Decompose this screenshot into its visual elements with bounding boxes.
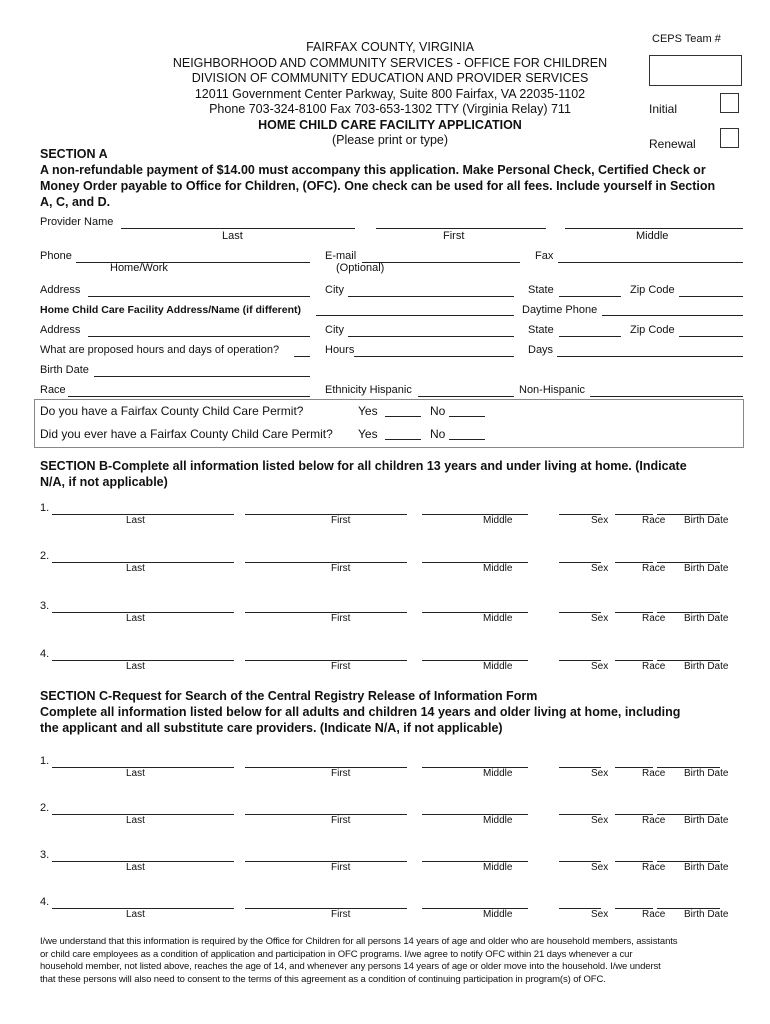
adult-row-number: 1. [40, 755, 50, 767]
facility-zip-label: Zip Code [630, 324, 675, 336]
renewal-checkbox[interactable] [720, 128, 739, 148]
consent-statement [40, 936, 740, 986]
facility-address-field[interactable] [316, 315, 514, 316]
child-middle-caption: Middle [483, 613, 513, 624]
initial-checkbox[interactable] [720, 93, 739, 113]
optional-caption: (Optional) [336, 262, 385, 274]
fax-field[interactable] [558, 262, 743, 263]
adult-race-caption: Race [642, 862, 666, 873]
section-c-heading: SECTION C-Request for Search of the Central Registry Release of Information Form [40, 689, 538, 703]
adult-row-1-first-field[interactable] [245, 767, 407, 768]
section-a-intro: A, C, and D. [40, 195, 111, 209]
child-row-4-first-field[interactable] [245, 660, 407, 661]
provider-name-label: Provider Name [40, 216, 114, 228]
city-field[interactable] [348, 296, 514, 297]
initial-label: Initial [649, 102, 678, 116]
form-subtitle: (Please print or type) [331, 133, 449, 147]
child-middle-caption: Middle [483, 563, 513, 574]
child-first-caption: First [331, 613, 351, 624]
adult-race-caption: Race [642, 815, 666, 826]
permit-q1-yes-field[interactable] [385, 416, 421, 417]
child-race-caption: Race [642, 613, 666, 624]
child-row-1-first-field[interactable] [245, 514, 407, 515]
race-field[interactable] [68, 396, 310, 397]
child-first-caption: First [331, 661, 351, 672]
daytime-phone-field[interactable] [602, 315, 743, 316]
adult-last-caption: Last [126, 909, 145, 920]
days-label: Days [528, 344, 554, 356]
provider-middle-field[interactable] [565, 228, 743, 229]
permit-q1-yes-label: Yes [358, 404, 378, 418]
child-last-caption: Last [126, 563, 145, 574]
adult-first-caption: First [331, 815, 351, 826]
consent-line: I/we understand that this information is required by the Office for Children for all persons 14 years of age and older who are household members, assistants [40, 936, 678, 947]
adult-last-caption: Last [126, 815, 145, 826]
adult-race-caption: Race [642, 909, 666, 920]
child-sex-caption: Sex [591, 515, 609, 526]
child-race-caption: Race [642, 563, 666, 574]
adult-race-caption: Race [642, 768, 666, 779]
hispanic-field[interactable] [418, 396, 514, 397]
child-last-caption: Last [126, 613, 145, 624]
child-row-3-first-field[interactable] [245, 612, 407, 613]
child-race-caption: Race [642, 661, 666, 672]
child-last-caption: Last [126, 515, 145, 526]
child-middle-caption: Middle [483, 515, 513, 526]
home-work-caption: Home/Work [110, 262, 168, 274]
permit-q2-no-field[interactable] [449, 439, 485, 440]
agency-header [150, 40, 630, 149]
last-caption: Last [222, 230, 243, 242]
adult-middle-caption: Middle [483, 815, 513, 826]
child-last-caption: Last [126, 661, 145, 672]
email-label: E-mail [325, 250, 357, 262]
address-field[interactable] [88, 296, 310, 297]
child-sex-caption: Sex [591, 661, 609, 672]
hours-question-label: What are proposed hours and days of operation? [40, 344, 280, 356]
adult-row-number: 4. [40, 896, 50, 908]
state-field[interactable] [559, 296, 621, 297]
permit-q2-no-label: No [430, 427, 446, 441]
adult-row-number: 2. [40, 802, 50, 814]
hours-field[interactable] [354, 356, 514, 357]
first-caption: First [443, 230, 465, 242]
child-sex-caption: Sex [591, 613, 609, 624]
child-birth-date-caption: Birth Date [684, 563, 729, 574]
facility-address-line-field[interactable] [88, 336, 310, 337]
zip-label: Zip Code [630, 284, 675, 296]
permit-q1-no-label: No [430, 404, 446, 418]
race-label: Race [40, 384, 66, 396]
adult-sex-caption: Sex [591, 909, 609, 920]
facility-zip-field[interactable] [679, 336, 743, 337]
child-row-number: 2. [40, 550, 50, 562]
hours-label: Hours [325, 344, 355, 356]
zip-field[interactable] [679, 296, 743, 297]
child-birth-date-caption: Birth Date [684, 613, 729, 624]
email-field[interactable] [362, 262, 520, 263]
header-line: Phone 703-324-8100 Fax 703-653-1302 TTY (Virginia Relay) 711 [209, 102, 571, 116]
section-a-intro: A non-refundable payment of $14.00 must accompany this application. Make Personal Check, Certified Check or [40, 163, 706, 177]
adult-birth-date-caption: Birth Date [684, 768, 729, 779]
non-hispanic-field[interactable] [590, 396, 743, 397]
child-row-2-first-field[interactable] [245, 562, 407, 563]
adult-last-caption: Last [126, 768, 145, 779]
provider-first-field[interactable] [376, 228, 546, 229]
child-birth-date-caption: Birth Date [684, 661, 729, 672]
facility-address-line-label: Address [40, 324, 81, 336]
ceps-team-field[interactable] [649, 55, 742, 86]
header-line: DIVISION OF COMMUNITY EDUCATION AND PROVIDER SERVICES [191, 71, 589, 85]
address-label: Address [40, 284, 81, 296]
non-hispanic-label: Non-Hispanic [519, 384, 586, 396]
adult-middle-caption: Middle [483, 768, 513, 779]
ceps-team-label: CEPS Team # [652, 33, 721, 45]
child-row-number: 3. [40, 600, 50, 612]
section-b-heading: SECTION B-Complete all information listed below for all children 13 years and under living at home. (Indicate [40, 459, 687, 473]
adult-middle-caption: Middle [483, 909, 513, 920]
permit-q2-yes-field[interactable] [385, 439, 421, 440]
days-field[interactable] [557, 356, 743, 357]
child-first-caption: First [331, 515, 351, 526]
consent-line: or child care employees as a condition of application and participation in OFC programs. I/we agree to notify OFC within 21 days whenever a cur [40, 948, 633, 960]
phone-label: Phone [40, 250, 72, 262]
section-a-intro: Money Order payable to Office for Children, (OFC). One check can be used for all fees. Include yourself in Section [40, 179, 716, 193]
adult-middle-caption: Middle [483, 862, 513, 873]
birth-date-label: Birth Date [40, 364, 89, 376]
consent-line: household member, not listed above, reaches the age of 14, and whenever any persons 14 years of age or older move into the household. I/we underst [40, 961, 661, 972]
section-c-heading: Complete all information listed below for all adults and children 14 years and older living at home, including [40, 705, 681, 719]
ethnicity-label: Ethnicity Hispanic [325, 384, 412, 396]
child-sex-caption: Sex [591, 563, 609, 574]
facility-city-label: City [325, 324, 344, 336]
child-row-number: 1. [40, 502, 50, 514]
header-line: FAIRFAX COUNTY, VIRGINIA [306, 40, 474, 54]
facility-address-label: Home Child Care Facility Address/Name (if different) [40, 304, 301, 316]
section-b-heading: N/A, if not applicable) [40, 475, 168, 489]
permit-q2-yes-label: Yes [358, 427, 378, 441]
section-c-heading: the applicant and all substitute care providers. (Indicate N/A, if not applicable) [40, 721, 503, 735]
hours-question-field[interactable] [294, 356, 310, 357]
city-label: City [325, 284, 344, 296]
adult-birth-date-caption: Birth Date [684, 909, 729, 920]
adult-sex-caption: Sex [591, 768, 609, 779]
facility-city-field[interactable] [348, 336, 514, 337]
permit-q1-no-field[interactable] [449, 416, 485, 417]
child-birth-date-caption: Birth Date [684, 515, 729, 526]
middle-caption: Middle [636, 230, 669, 242]
child-middle-caption: Middle [483, 661, 513, 672]
header-line: NEIGHBORHOOD AND COMMUNITY SERVICES - OFFICE FOR CHILDREN [172, 55, 608, 70]
adult-first-caption: First [331, 909, 351, 920]
adult-birth-date-caption: Birth Date [684, 862, 729, 873]
permit-question-2: Did you ever have a Fairfax County Child Care Permit? [40, 427, 333, 441]
consent-line: that these persons will also need to consent to the terms of this agreement as a condition of continuing participation in program(s) of OFC. [40, 973, 606, 985]
daytime-phone-label: Daytime Phone [522, 304, 598, 316]
child-race-caption: Race [642, 515, 666, 526]
facility-state-label: State [528, 324, 554, 336]
child-row-number: 4. [40, 648, 50, 660]
facility-state-field[interactable] [559, 336, 621, 337]
birth-date-field[interactable] [94, 376, 310, 377]
provider-last-field[interactable] [121, 228, 355, 229]
section-a-heading: SECTION A [40, 147, 108, 161]
adult-row-4-first-field[interactable] [245, 908, 407, 909]
state-label: State [528, 284, 554, 296]
adult-first-caption: First [331, 862, 351, 873]
form-title: HOME CHILD CARE FACILITY APPLICATION [258, 117, 522, 132]
header-line: 12011 Government Center Parkway, Suite 800 Fairfax, VA 22035-1102 [194, 86, 586, 101]
renewal-label: Renewal [649, 137, 696, 151]
permit-question-1: Do you have a Fairfax County Child Care Permit? [40, 404, 304, 418]
adult-row-2-first-field[interactable] [245, 814, 407, 815]
adult-birth-date-caption: Birth Date [684, 815, 729, 826]
adult-first-caption: First [331, 768, 351, 779]
child-first-caption: First [331, 563, 351, 574]
fax-label: Fax [535, 250, 554, 262]
adult-row-3-first-field[interactable] [245, 861, 407, 862]
adult-last-caption: Last [126, 862, 145, 873]
adult-sex-caption: Sex [591, 862, 609, 873]
adult-row-number: 3. [40, 849, 50, 861]
adult-sex-caption: Sex [591, 815, 609, 826]
